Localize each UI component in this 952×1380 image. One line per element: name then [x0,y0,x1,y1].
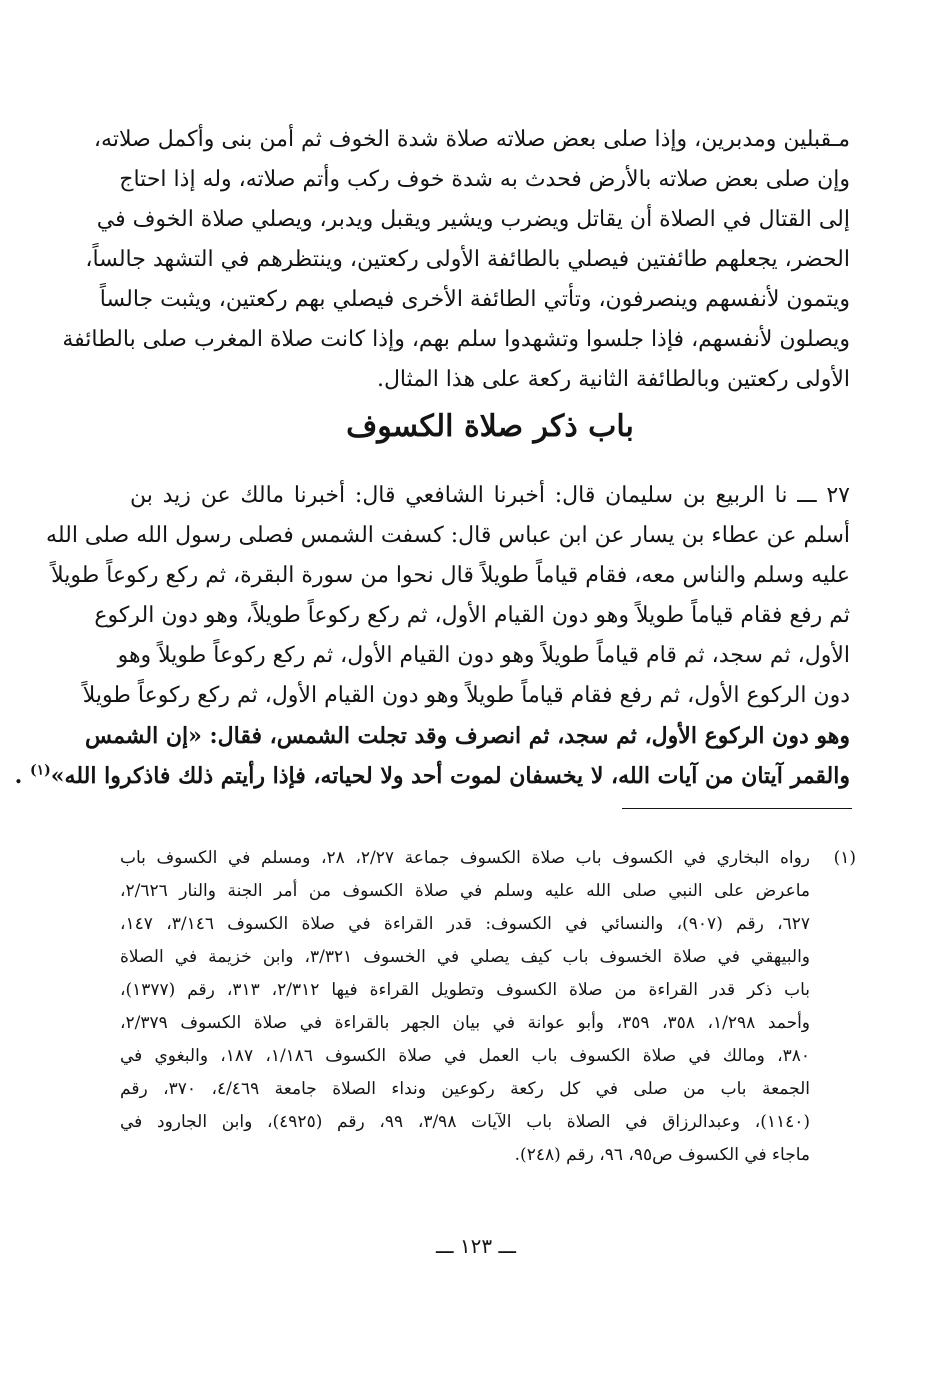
text-line: الحضر، يجعلهم طائفتين فيصلي بالطائفة الأولى ركعتين، وينتظرهم في التشهد جالساً، [85,247,850,272]
text-line: إلى القتال في الصلاة أن يقاتل ويضرب ويشير ويقبل ويدبر، ويصلي صلاة الخوف في [96,207,850,232]
footnote-line: ٦٢٧، رقم (٩٠٧)، والنسائي في الكسوف: قدر القراءة في صلاة الكسوف ٣/١٤٦، ١٤٧، [120,914,811,934]
text-line: أسلم عن عطاء بن يسار عن ابن عباس قال: كسفت الشمس فصلى رسول الله صلى الله [46,523,850,548]
footnote-line: ٣٨٠، ومالك في صلاة الكسوف باب العمل في صلاة الكسوف ١/١٨٦، ١٨٧، والبغوي في [120,1046,810,1066]
footnote-reference[interactable]: (١) [30,762,51,779]
footnote-line: الجمعة باب من صلى في كل ركعة ركوعين ونداء الصلاة جامعة ٤/٤٦٩، ٣٧٠، رقم [120,1079,810,1099]
footnote-marker: (١) [833,848,856,868]
text-line: مـقبلين ومدبرين، وإذا صلى بعض صلاته صلاة شدة الخوف ثم أمن بنى وأكمل صلاته، [93,127,850,152]
text-line: دون الركوع الأول، ثم رفع فقام قياماً طويلاً وهو دون القيام الأول، ثم ركع ركوعاً طويلاً [82,683,850,708]
text-line: وإن صلى بعض صلاته بالأرض فحدث به شدة خوف ركب وأتم صلاته، وله إذا احتاج [119,167,850,192]
end-punctuation: . [14,763,23,789]
footnote-line: ماعرض على النبي صلى الله عليه وسلم في صلاة الكسوف من أمر الجنة والنار ٢/٦٢٦، [120,881,810,901]
text-line: ثم رفع فقام قياماً طويلاً وهو دون القيام الأول، ثم ركع ركوعاً طويلاً، وهو دون الركوع [94,603,850,628]
text-line: وهو دون الركوع الأول، ثم سجد، ثم انصرف وقد تجلت الشمس، فقال: «إن الشمس [85,723,850,749]
footnote-line: (١١٤٠)، وعبدالرزاق في الصلاة باب الآيات ٣/٩٨، ٩٩، رقم (٤٩٢٥)، وابن الجارود في [120,1112,810,1132]
text-line-final [14,756,850,796]
chapter-heading: باب ذكر صلاة الكسوف [346,409,634,444]
footnote [120,842,810,1172]
top-paragraph [62,120,850,400]
footnote-line: والبيهقي في صلاة الخسوف باب كيف يصلي في الخسوف ٣/٣٢١، وابن خزيمة في الصلاة [120,947,810,967]
text-line: الأولى ركعتين وبالطائفة الثانية ركعة على هذا المثال. [376,367,850,392]
footnote-line: باب ذكر قدر القراءة من صلاة الكسوف وتطويل القراءة فيها ٢/٣١٢، ٣١٣، رقم (١٣٧٧)، [120,980,811,1000]
text-line: ٢٧ ـــ نا الربيع بن سليمان قال: أخبرنا الشافعي قال: أخبرنا مالك عن زيد بن [130,483,850,508]
footnote-line: رواه البخاري في الكسوف باب صلاة الكسوف جماعة ٢/٢٧، ٢٨، ومسلم في الكسوف باب [120,848,810,868]
text-line: ويتمون لأنفسهم وينصرفون، وتأتي الطائفة الأخرى فيصلي بهم ركعتين، ويثبت جالساً [99,287,850,312]
footnote-divider [622,808,852,809]
footnote-line: وأحمد ١/٢٩٨، ٣٥٨، ٣٥٩، وأبو عوانة في بيان الجهر بالقراءة في صلاة الكسوف ٢/٣٧٩، [120,1013,811,1033]
footnote-line: ماجاء في الكسوف ص٩٥، ٩٦، رقم (٢٤٨). [514,1145,810,1165]
hadith-paragraph [14,476,850,796]
text-line: ويصلون لأنفسهم، فإذا جلسوا وتشهدوا سلم بهم، وإذا كانت صلاة المغرب صلى بالطائفة [62,327,850,352]
text-line: الأول، ثم سجد، ثم قام قياماً طويلاً وهو دون القيام الأول، ثم ركع ركوعاً طويلاً وهو [117,643,850,668]
page-number: ـــ ١٢٣ ـــ [435,1234,517,1258]
text-line: عليه وسلم والناس معه، فقام قياماً طويلاً قال نحوا من سورة البقرة، ثم ركع ركوعاً طويلاً [51,563,850,588]
quoted-hadith-end: والقمر آيتان من آيات الله، لا يخسفان لموت أحد ولا لحياته، فإذا رأيتم ذلك فاذكروا الله» [50,763,850,789]
